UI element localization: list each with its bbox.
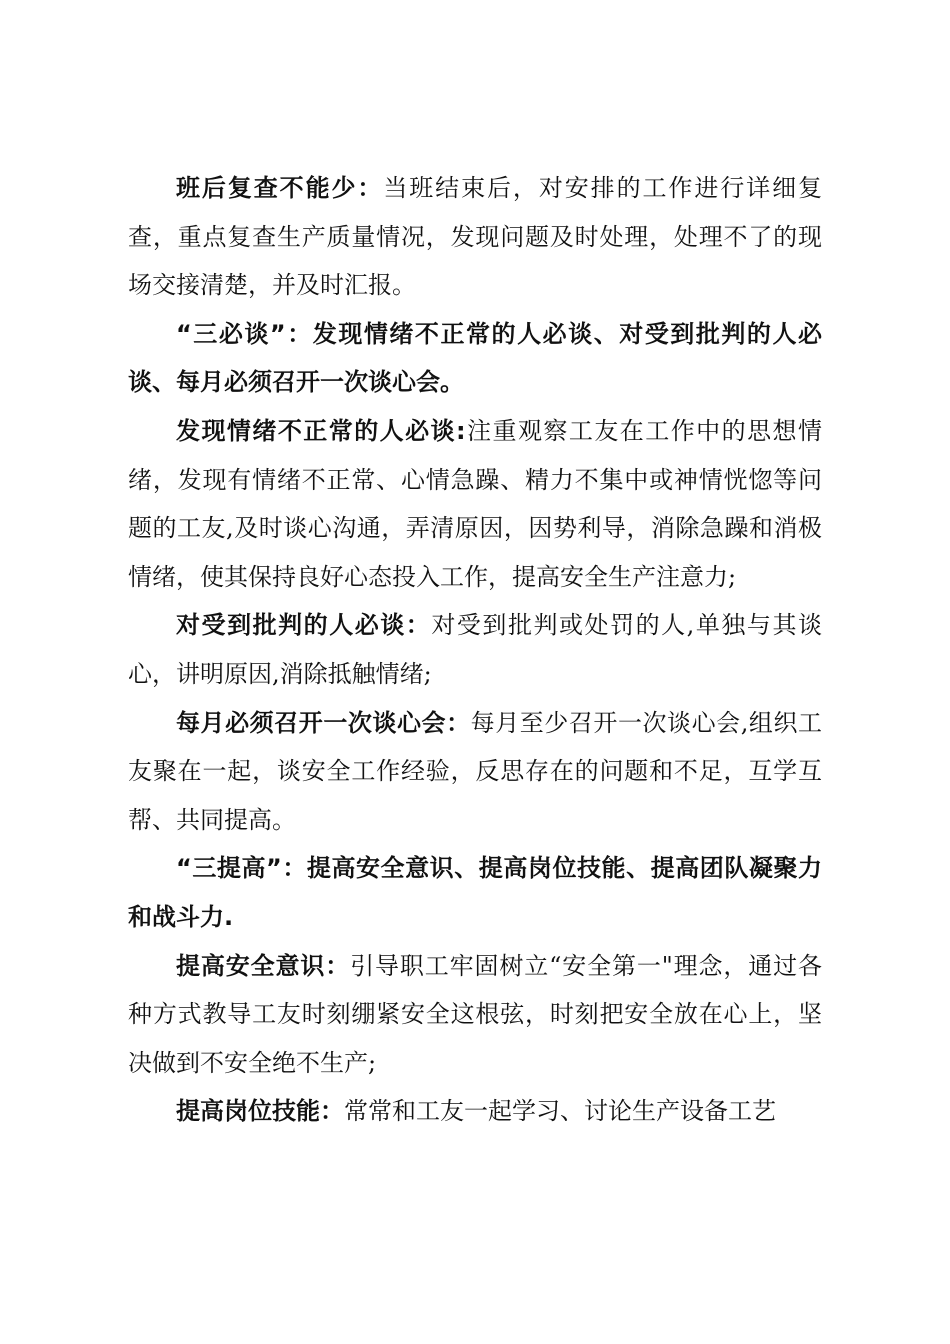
paragraph-body: 注重观察工友在工作中的思想情绪，发现有情绪不正常、心情急躁、精力不集中或神情恍惚等问题的工友,及时谈心沟通，弄清原因，因势利导，消除急躁和消极情绪，使其保持良好心态投入工作，提高安全生产注意力; xyxy=(128,416,822,591)
paragraph-lead: 每月必须召开一次谈心会： xyxy=(176,708,471,737)
paragraph-monthly-meeting xyxy=(128,699,822,845)
paragraph-lead: 发现情绪不正常的人必谈: xyxy=(176,416,466,445)
paragraph-job-skills xyxy=(128,1087,822,1136)
document-body xyxy=(128,164,822,1136)
paragraph-lead: 提高岗位技能： xyxy=(176,1097,344,1126)
paragraph-post-shift-review xyxy=(128,164,822,310)
paragraph-body: 引导职工牢固树立“安全第一"理念，通过各种方式教导工友时刻绷紧安全这根弦，时刻把安全放在心上，坚决做到不安全绝不生产; xyxy=(128,951,822,1077)
section-heading-three-improvements: “三提高”：提高安全意识、提高岗位技能、提高团队凝聚力和战斗力. xyxy=(128,854,822,931)
section-heading-three-talks: “三必谈”：发现情绪不正常的人必谈、对受到批判的人必谈、每月必须召开一次谈心会。 xyxy=(128,319,822,397)
paragraph-lead: 对受到批判的人必谈： xyxy=(176,611,432,640)
paragraph-lead: 班后复查不能少： xyxy=(176,174,384,202)
paragraph-lead: 提高安全意识： xyxy=(176,951,351,980)
paragraph-abnormal-mood-talk xyxy=(128,407,822,601)
paragraph-body: 常常和工友一起学习、讨论生产设备工艺 xyxy=(344,1097,776,1126)
paragraph-body: 当班结束后，对安排的工作进行详细复查，重点复查生产质量情况，发现问题及时处理，处理不了的现场交接清楚，并及时汇报。 xyxy=(128,174,823,300)
paragraph-body: 对受到批判或处罚的人,单独与其谈心，讲明原因,消除抵触情绪; xyxy=(128,611,822,688)
paragraph-criticized-talk xyxy=(128,601,822,698)
paragraph-body: 每月至少召开一次谈心会,组织工友聚在一起，谈安全工作经验，反思存在的问题和不足，互学互帮、共同提高。 xyxy=(128,708,823,834)
paragraph-safety-awareness xyxy=(128,942,822,1088)
